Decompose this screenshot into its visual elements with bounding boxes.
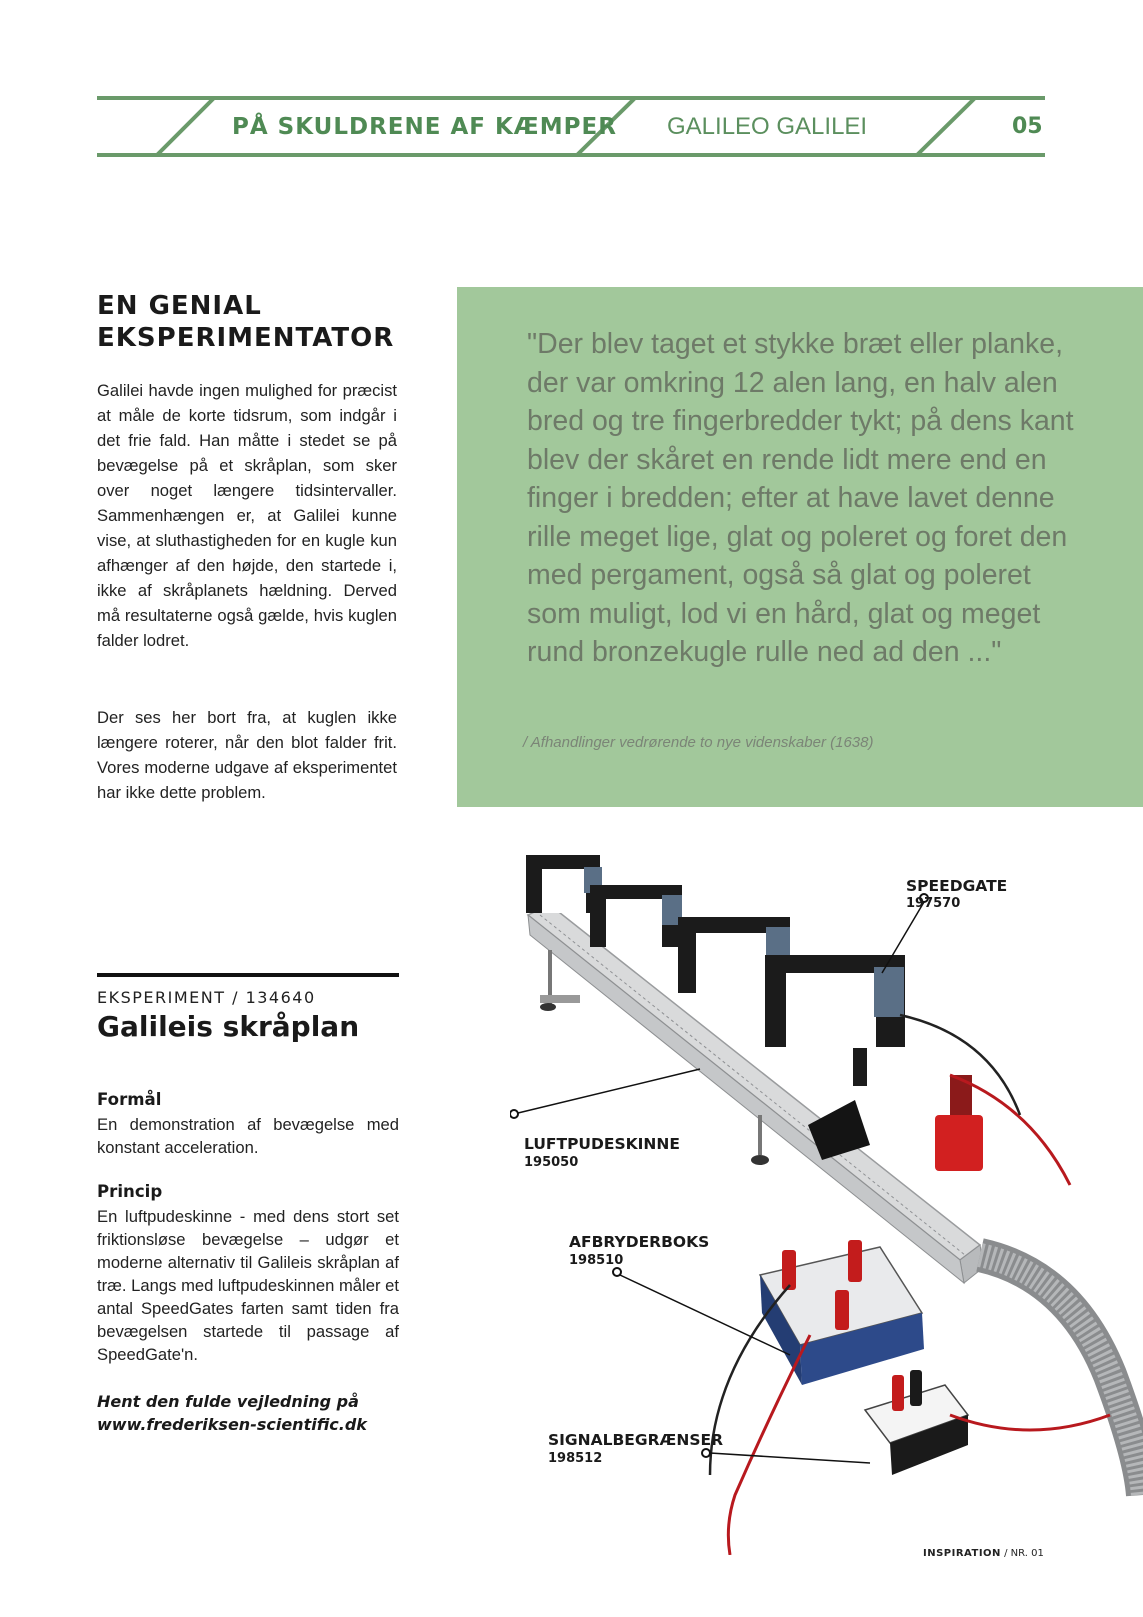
callout-speedgate-code: 197570 <box>906 896 961 911</box>
experiment-divider <box>97 973 399 977</box>
callout-limiter-code: 198512 <box>548 1451 603 1466</box>
signal-limiter <box>865 1370 968 1475</box>
callout-airtrack-code: 195050 <box>524 1155 579 1170</box>
quote-text: "Der blev taget et stykke bræt eller planke, der var omkring 12 alen lang, en halv alen bred og tre fingerbredder tykt; på dens kant blev der skåret en rende lidt mere end en finger i bredden; efter at have lavet denne rille meget lige, glat og poleret og foret den med pergament, også så glat og poleret som muligt, lod vi en hård, glat og meget rund bronzekugle rulle ned ad den ..." <box>527 328 1074 668</box>
principle-heading: Princip <box>97 1182 163 1201</box>
callout-switchbox-code: 198510 <box>569 1253 624 1268</box>
footer-magazine: INSPIRATION <box>923 1548 1001 1559</box>
quote-box <box>457 287 1143 807</box>
experiment-title: Galileis skråplan <box>97 1010 360 1043</box>
apparatus-illustration <box>510 855 1143 1555</box>
article-heading-line1: EN GENIAL <box>97 291 262 321</box>
launcher <box>935 1075 983 1171</box>
article-paragraph-1: Galilei havde ingen mulighed for præcist at måle de korte tidsrum, som indgår i det frie fald. Han måtte i stedet se på bevægelse på et skråplan, som sker over noget længere tidsintervaller. Sammenhængen er, at Galilei kunne vise, at sluthastigheden for en kugle kun afhænger af den højde, den startede i, ikke af skråplanets hældning. Derved må resultaterne også gælde, hvis kuglen falder lodret. <box>97 381 397 650</box>
purpose-text: En demonstration af bevægelse med konstant acceleration. <box>97 1115 399 1157</box>
article-heading-line2: EKSPERIMENTATOR <box>97 323 395 353</box>
page-number: 05 <box>1012 114 1043 139</box>
callout-airtrack-name: LUFTPUDESKINNE <box>524 1135 680 1153</box>
experiment-kicker: EKSPERIMENT / 134640 <box>97 988 316 1007</box>
header-topic: GALILEO GALILEI <box>667 113 868 140</box>
speedgate-4 <box>765 955 905 1086</box>
footer-issue: / NR. 01 <box>1004 1548 1044 1559</box>
page-footer <box>923 1548 1044 1559</box>
guide-link-url[interactable]: www.frederiksen-scientific.dk <box>97 1415 367 1434</box>
callout-switchbox-name: AFBRYDERBOKS <box>569 1233 710 1251</box>
callout-speedgate-name: SPEEDGATE <box>906 877 1008 895</box>
guide-link-text[interactable] <box>97 1390 417 1436</box>
article-heading <box>97 290 427 354</box>
purpose-heading: Formål <box>97 1090 162 1109</box>
speedgate-2 <box>590 885 682 947</box>
header-section-title: PÅ SKULDRENE AF KÆMPER <box>232 114 617 140</box>
page-header <box>97 96 1045 158</box>
switch-box <box>760 1240 924 1385</box>
quote-source: / Afhandlinger vedrørende to nye videnskaber (1638) <box>523 734 874 751</box>
article-paragraph-2: Der ses her bort fra, at kuglen ikke længere roterer, når den blot falder frit. Vores moderne udgave af eksperimentet har ikke dette problem. <box>97 708 397 802</box>
guide-link-line1: Hent den fulde vejledning på <box>97 1392 359 1411</box>
principle-text: En luftpudeskinne - med dens stort set friktionsløse bevægelse – udgør et moderne alternativ til Galileis skråplan af træ. Langs med luftpudeskinnen måler et antal SpeedGates farten samt tiden fra bevægelsen startede til passage af SpeedGate'n. <box>97 1207 399 1364</box>
callout-limiter-name: SIGNALBEGRÆNSER <box>548 1431 724 1449</box>
